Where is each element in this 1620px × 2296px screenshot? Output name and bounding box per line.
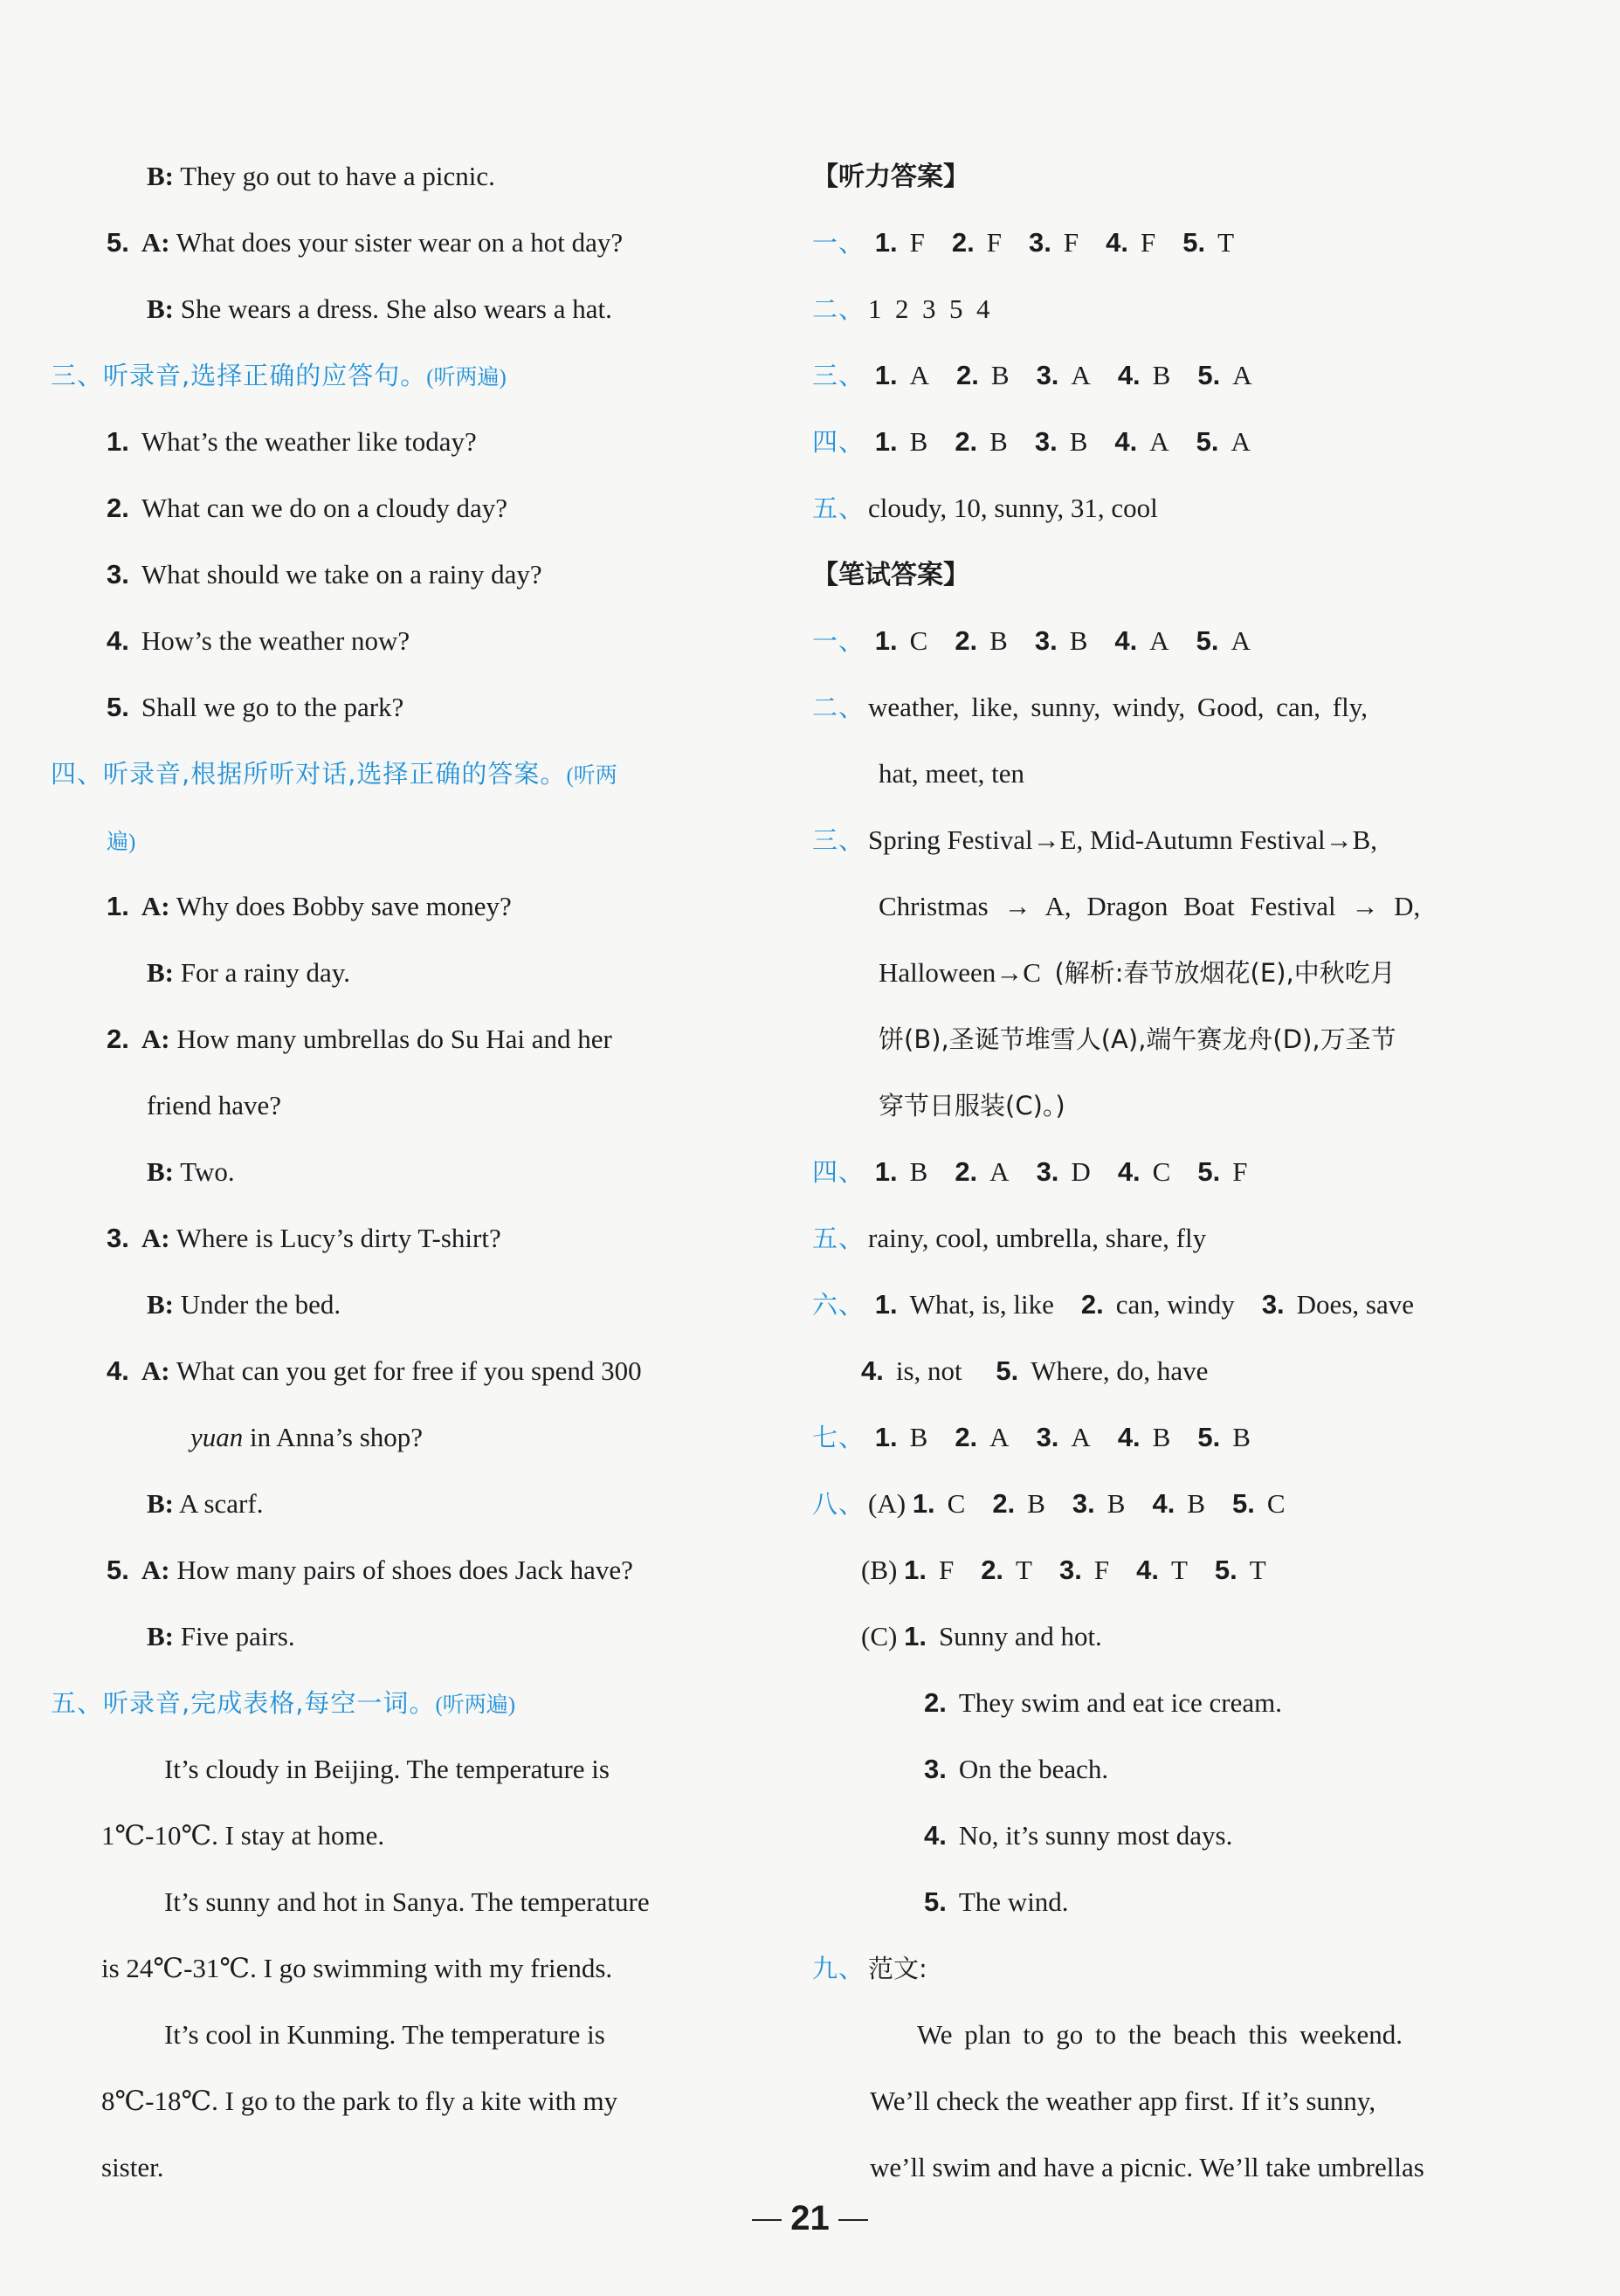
answer-row: 一、 1. C 2. B 3. B 4. A 5. A	[812, 625, 1251, 656]
answer-row-cont: 穿节日服装(C)。)	[879, 1091, 1065, 1120]
answer-row: 六、 1. What, is, like 2. can, windy 3. Does, save	[812, 1289, 1414, 1320]
section-heading-4: 四、听录音,根据所听对话,选择正确的答案。(听两	[51, 759, 617, 789]
dash-left	[752, 2219, 782, 2221]
answer-row-cont: Christmas → A, Dragon Boat Festival → D,	[879, 891, 1421, 921]
essay-line: We’ll check the weather app first. If it’s sunny,	[870, 2086, 1376, 2116]
answer-row: 一、 1. F 2. F 3. F 4. F 5. T	[812, 227, 1234, 258]
answer-row-cont: Halloween→C (解析:春节放烟花(E),中秋吃月	[879, 957, 1396, 988]
dialogue-line: yuan in Anna’s shop?	[190, 1422, 424, 1452]
answer-row: 二、 1 2 3 5 4	[812, 293, 990, 324]
dialogue-line: 1. A: Why does Bobby save money?	[107, 891, 512, 921]
paragraph-line: 8℃-18℃. I go to the park to fly a kite with my	[101, 2086, 618, 2116]
answer-row: 五、 rainy, cool, umbrella, share, fly	[812, 1223, 1207, 1253]
paragraph-line: 1℃-10℃. I stay at home.	[101, 1820, 385, 1851]
paragraph-line: It’s cloudy in Beijing. The temperature is	[164, 1754, 610, 1784]
right-column	[812, 148, 1511, 2206]
dialogue-line: B: Under the bed.	[147, 1289, 341, 1320]
answer-row-cont: 4. is, not 5. Where, do, have	[861, 1355, 1209, 1386]
answer-row-cont: 3. On the beach.	[924, 1754, 1109, 1784]
dialogue-line: 2. A: How many umbrellas do Su Hai and her	[107, 1024, 612, 1054]
answer-row: 八、 (A) 1. C 2. B 3. B 4. B 5. C	[812, 1488, 1286, 1519]
listening-answers-header: 【听力答案】	[812, 162, 969, 192]
paragraph-line: It’s cool in Kunming. The temperature is	[164, 2019, 605, 2050]
list-item: 5. Shall we go to the park?	[107, 692, 404, 722]
dialogue-line: B: Five pairs.	[147, 1621, 295, 1651]
answer-row-cont: (C) 1. Sunny and hot.	[861, 1621, 1102, 1651]
dialogue-line: 3. A: Where is Lucy’s dirty T-shirt?	[107, 1223, 501, 1253]
section-heading-5: 五、听录音,完成表格,每空一词。(听两遍)	[51, 1688, 516, 1718]
list-item: 3. What should we take on a rainy day?	[107, 559, 542, 590]
dialogue-line: 4. A: What can you get for free if you spend 300	[107, 1355, 642, 1386]
paragraph-line: It’s sunny and hot in Sanya. The temperature	[164, 1886, 650, 1917]
dialogue-line: 5. A: How many pairs of shoes does Jack have?	[107, 1555, 633, 1585]
answer-row: 三、 Spring Festival→E, Mid-Autumn Festival→B,	[812, 824, 1377, 855]
section-heading-4-cont: 遍)	[107, 831, 136, 854]
dialogue-line: B: For a rainy day.	[147, 957, 351, 988]
list-item: 2. What can we do on a cloudy day?	[107, 493, 508, 523]
answer-row-cont: 饼(B),圣诞节堆雪人(A),端午赛龙舟(D),万圣节	[879, 1024, 1396, 1054]
answer-row-cont: 4. No, it’s sunny most days.	[924, 1820, 1233, 1851]
list-item: 4. How’s the weather now?	[107, 625, 410, 656]
dialogue-line: 5. A: What does your sister wear on a hot day?	[107, 227, 624, 258]
answer-row: 九、 范文:	[812, 1954, 927, 1983]
answer-row-cont: (B) 1. F 2. T 3. F 4. T 5. T	[861, 1555, 1266, 1585]
essay-line: We plan to go to the beach this weekend.	[917, 2019, 1403, 2050]
dash-right	[838, 2219, 868, 2221]
paragraph-line: sister.	[101, 2152, 164, 2182]
list-item: 1. What’s the weather like today?	[107, 426, 477, 457]
section-heading-3: 三、听录音,选择正确的应答句。(听两遍)	[51, 361, 507, 390]
answer-row: 三、 1. A 2. B 3. A 4. B 5. A	[812, 360, 1252, 390]
answer-row: 五、 cloudy, 10, sunny, 31, cool	[812, 493, 1158, 523]
page-number: 21	[0, 2199, 1620, 2238]
dialogue-line: B: Two.	[147, 1156, 235, 1187]
dialogue-line: B: A scarf.	[147, 1488, 264, 1519]
dialogue-line: friend have?	[147, 1090, 282, 1120]
answer-row-cont: hat, meet, ten	[879, 758, 1024, 789]
dialogue-line: B: She wears a dress. She also wears a hat.	[147, 293, 612, 324]
answer-row-cont: 5. The wind.	[924, 1886, 1069, 1917]
left-column	[51, 148, 758, 2206]
answer-row: 四、 1. B 2. A 3. D 4. C 5. F	[812, 1156, 1248, 1187]
dialogue-line: B: They go out to have a picnic.	[147, 161, 495, 191]
answer-row: 二、 weather, like, sunny, windy, Good, can, fly,	[812, 692, 1368, 722]
essay-line: we’ll swim and have a picnic. We’ll take umbrellas	[870, 2152, 1424, 2182]
written-answers-header: 【笔试答案】	[812, 560, 969, 590]
answer-row: 四、 1. B 2. B 3. B 4. A 5. A	[812, 426, 1251, 457]
paragraph-line: is 24℃-31℃. I go swimming with my friends.	[101, 1953, 613, 1983]
answer-row: 七、 1. B 2. A 3. A 4. B 5. B	[812, 1422, 1251, 1452]
answer-row-cont: 2. They swim and eat ice cream.	[924, 1687, 1282, 1718]
